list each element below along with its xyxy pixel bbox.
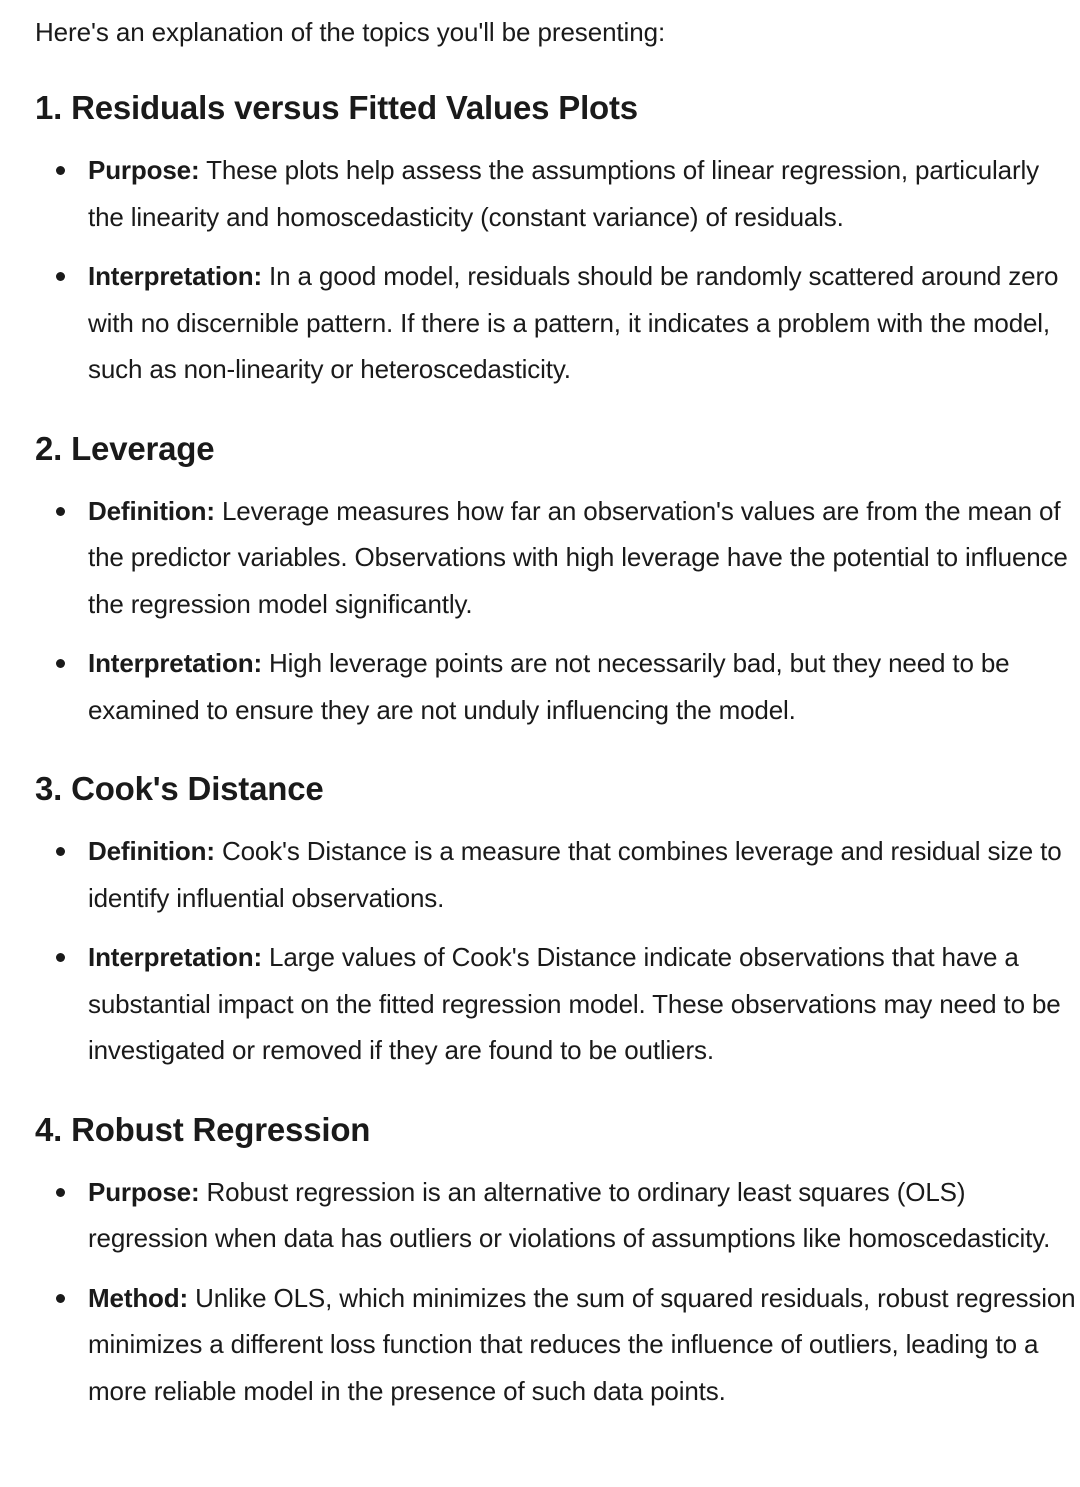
section-residuals	[35, 86, 1080, 393]
bullet-icon	[56, 659, 65, 668]
item-text: These plots help assess the assumptions of linear regression, particularly the linearity and homoscedasticity (constant variance) of residuals.	[88, 155, 1039, 232]
section-leverage	[35, 427, 1080, 734]
item-term: Definition:	[88, 495, 215, 526]
item-term: Interpretation:	[88, 261, 262, 291]
bullet-list	[35, 1169, 1080, 1415]
section-title: 2. Leverage	[35, 429, 215, 467]
item-text: In a good model, residuals should be randomly scattered around zero with no discernible pattern. If there is a pattern, it indicates a problem with the model, such as non-linearity or heteroscedasticity.	[88, 261, 1059, 384]
item-term: Purpose:	[88, 1176, 200, 1207]
section-cooks-distance	[35, 767, 1080, 1074]
bullet-icon	[56, 847, 65, 856]
list-item	[35, 253, 1080, 393]
list-item	[35, 828, 1080, 921]
item-text: Robust regression is an alternative to ordinary least squares (OLS) regression when data has outliers or violations of assumptions like homoscedasticity.	[88, 1176, 1051, 1253]
bullet-list	[35, 488, 1080, 734]
bullet-icon	[56, 1294, 65, 1303]
list-item	[35, 488, 1080, 628]
section-title: 1. Residuals versus Fitted Values Plots	[35, 89, 638, 126]
list-item	[35, 934, 1080, 1074]
section-title: 4. Robust Regression	[35, 1110, 371, 1148]
bullet-icon	[56, 272, 65, 281]
item-text: Leverage measures how far an observation's values are from the mean of the predictor variables. Observations with high leverage have the potential to influence the regression model significantly.	[88, 495, 1068, 619]
section-title: 3. Cook's Distance	[35, 770, 324, 807]
item-term: Purpose:	[88, 155, 200, 185]
item-term: Definition:	[88, 836, 215, 866]
item-term: Method:	[88, 1282, 189, 1313]
list-item	[35, 1169, 1080, 1262]
list-item	[35, 640, 1080, 733]
bullet-icon	[56, 166, 65, 175]
bullet-icon	[56, 1188, 65, 1197]
item-term: Interpretation:	[88, 648, 262, 678]
bullet-icon	[56, 953, 65, 962]
section-robust-regression	[35, 1108, 1080, 1415]
list-item	[35, 1275, 1080, 1415]
bullet-list	[35, 828, 1080, 1074]
intro-text: Here's an explanation of the topics you'll be presenting:	[35, 17, 666, 47]
item-text: Large values of Cook's Distance indicate observations that have a substantial impact on the fitted regression model. These observations may need to be investigated or removed if they are found to be outliers.	[88, 942, 1061, 1065]
bullet-list	[35, 147, 1080, 393]
bullet-icon	[56, 507, 65, 516]
item-text: Unlike OLS, which minimizes the sum of squared residuals, robust regression minimizes a different loss function that reduces the influence of outliers, leading to a more reliable model in the presence of such data points.	[88, 1282, 1076, 1406]
item-term: Interpretation:	[88, 942, 262, 972]
item-text: Cook's Distance is a measure that combines leverage and residual size to identify influential observations.	[88, 836, 1062, 913]
list-item	[35, 147, 1080, 240]
item-text: High leverage points are not necessarily bad, but they need to be examined to ensure they are not unduly influencing the model.	[88, 648, 1010, 725]
